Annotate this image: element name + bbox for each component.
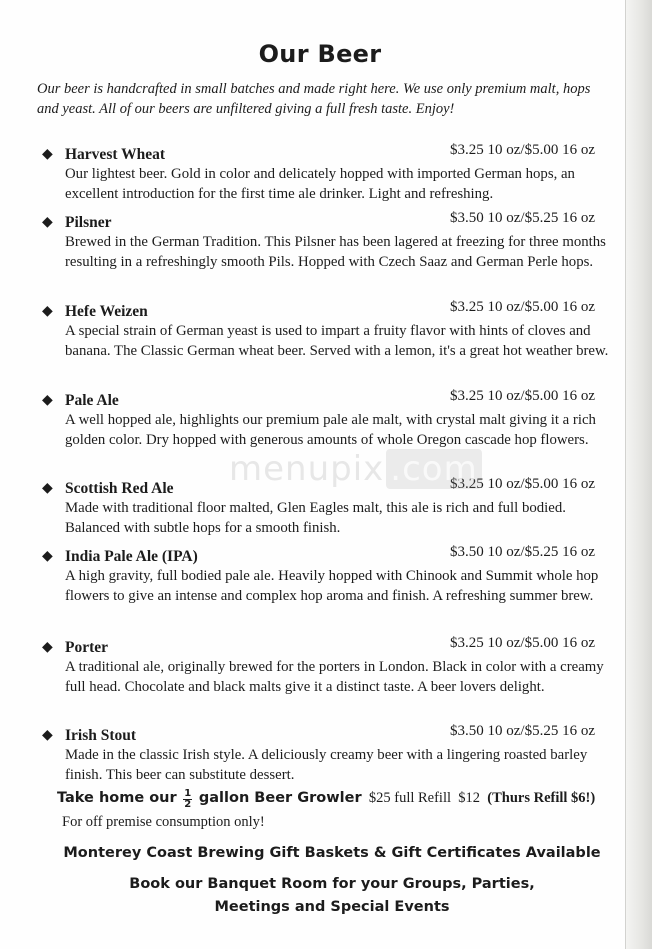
- item-name: Irish Stout: [65, 727, 137, 744]
- diamond-bullet-icon: ◆: [42, 728, 53, 743]
- item-price: $3.25 10 oz/$5.00 16 oz: [450, 388, 595, 404]
- item-name: India Pale Ale (IPA): [65, 548, 198, 565]
- gift-baskets-line: Monterey Coast Brewing Gift Baskets & Gift Certificates Available: [63, 845, 601, 861]
- half-fraction: [183, 789, 192, 810]
- intro-text: Our beer is handcrafted in small batches and made right here. We use only premium malt, hops and yeast. All of our beers are unfiltered giving a full fresh taste. Enjoy!: [37, 81, 591, 117]
- item-description: Our lightest beer. Gold in color and delicately hopped with imported German hops, an excellent introduction for the first time ale drinker. Light and refreshing.: [65, 166, 575, 202]
- diamond-bullet-icon: ◆: [42, 549, 53, 564]
- item-price: $3.50 10 oz/$5.25 16 oz: [450, 544, 595, 560]
- off-premise-note: For off premise consumption only!: [62, 814, 265, 830]
- growler-thursday-refill: (Thurs Refill $6!): [487, 790, 596, 806]
- diamond-bullet-icon: ◆: [42, 304, 53, 319]
- item-price: $3.50 10 oz/$5.25 16 oz: [450, 210, 595, 226]
- item-name: Scottish Red Ale: [65, 480, 174, 497]
- item-price: $3.25 10 oz/$5.00 16 oz: [450, 299, 595, 315]
- item-description: Made in the classic Irish style. A deliciously creamy beer with a lingering roasted barley finish. This beer can substitute dessert.: [65, 747, 588, 783]
- item-price: $3.25 10 oz/$5.00 16 oz: [450, 142, 595, 158]
- diamond-bullet-icon: ◆: [42, 640, 53, 655]
- diamond-bullet-icon: ◆: [42, 147, 53, 162]
- menupix-watermark: [229, 449, 482, 489]
- menu-item-pilsner: [42, 210, 617, 272]
- item-name: Porter: [65, 639, 109, 656]
- growler-full-refill: $25 full Refill: [368, 790, 452, 806]
- menu-item-porter: [42, 635, 617, 697]
- watermark-suffix: .com: [386, 449, 481, 489]
- item-price: $3.50 10 oz/$5.25 16 oz: [450, 723, 595, 739]
- item-description: A traditional ale, originally brewed for the porters in London. Black in color with a creamy full head. Chocolate and black malts give it a distinct taste. A beer lovers delight.: [65, 659, 604, 695]
- diamond-bullet-icon: ◆: [42, 215, 53, 230]
- menu-item-hefe-weizen: [42, 299, 617, 361]
- banquet-room-line: Book our Banquet Room for your Groups, Parties,: [129, 876, 535, 892]
- special-events-line: Meetings and Special Events: [214, 899, 450, 915]
- menu-item-irish-stout: [42, 723, 617, 785]
- item-name: Pilsner: [65, 214, 112, 231]
- fraction-denominator: 2: [184, 799, 192, 810]
- growler-label-after: gallon Beer Growler: [198, 790, 362, 806]
- item-description: A high gravity, full bodied pale ale. Heavily hopped with Chinook and Summit whole hop flowers to give an intense and complex hop aroma and finish. A refreshing summer brew.: [65, 568, 599, 604]
- item-name: Harvest Wheat: [65, 146, 166, 163]
- item-price: $3.25 10 oz/$5.00 16 oz: [450, 476, 595, 492]
- diamond-bullet-icon: ◆: [42, 481, 53, 496]
- growler-label-before: Take home our: [57, 790, 177, 806]
- item-name: Hefe Weizen: [65, 303, 148, 320]
- growler-offer: [57, 789, 637, 810]
- menu-item-harvest-wheat: [42, 142, 617, 204]
- menu-item-india-pale-ale: [42, 544, 617, 606]
- item-description: A well hopped ale, highlights our premium pale ale malt, with crystal malt giving it a rich golden color. Dry hopped with generous amounts of whole Oregon cascade hop flowers.: [65, 412, 596, 448]
- item-description: Made with traditional floor malted, Glen Eagles malt, this ale is rich and full bodied. Balanced with subtle hops for a smooth finish.: [65, 500, 566, 536]
- item-name: Pale Ale: [65, 392, 119, 409]
- fraction-numerator: 1: [184, 788, 192, 799]
- item-description: Brewed in the German Tradition. This Pilsner has been lagered at freezing for three months resulting in a refreshingly smooth Pils. Hopped with Czech Saaz and German Perle hops.: [65, 234, 606, 270]
- page-title: Our Beer: [258, 40, 382, 68]
- watermark-text: menupix: [229, 449, 385, 489]
- growler-refill-price: $12: [458, 790, 481, 806]
- item-description: A special strain of German yeast is used to impart a fruity flavor with hints of cloves and banana. The Classic German wheat beer. Served with a lemon, it's a great hot weather brew.: [65, 323, 609, 359]
- diamond-bullet-icon: ◆: [42, 393, 53, 408]
- menu-item-pale-ale: [42, 388, 617, 450]
- item-price: $3.25 10 oz/$5.00 16 oz: [450, 635, 595, 651]
